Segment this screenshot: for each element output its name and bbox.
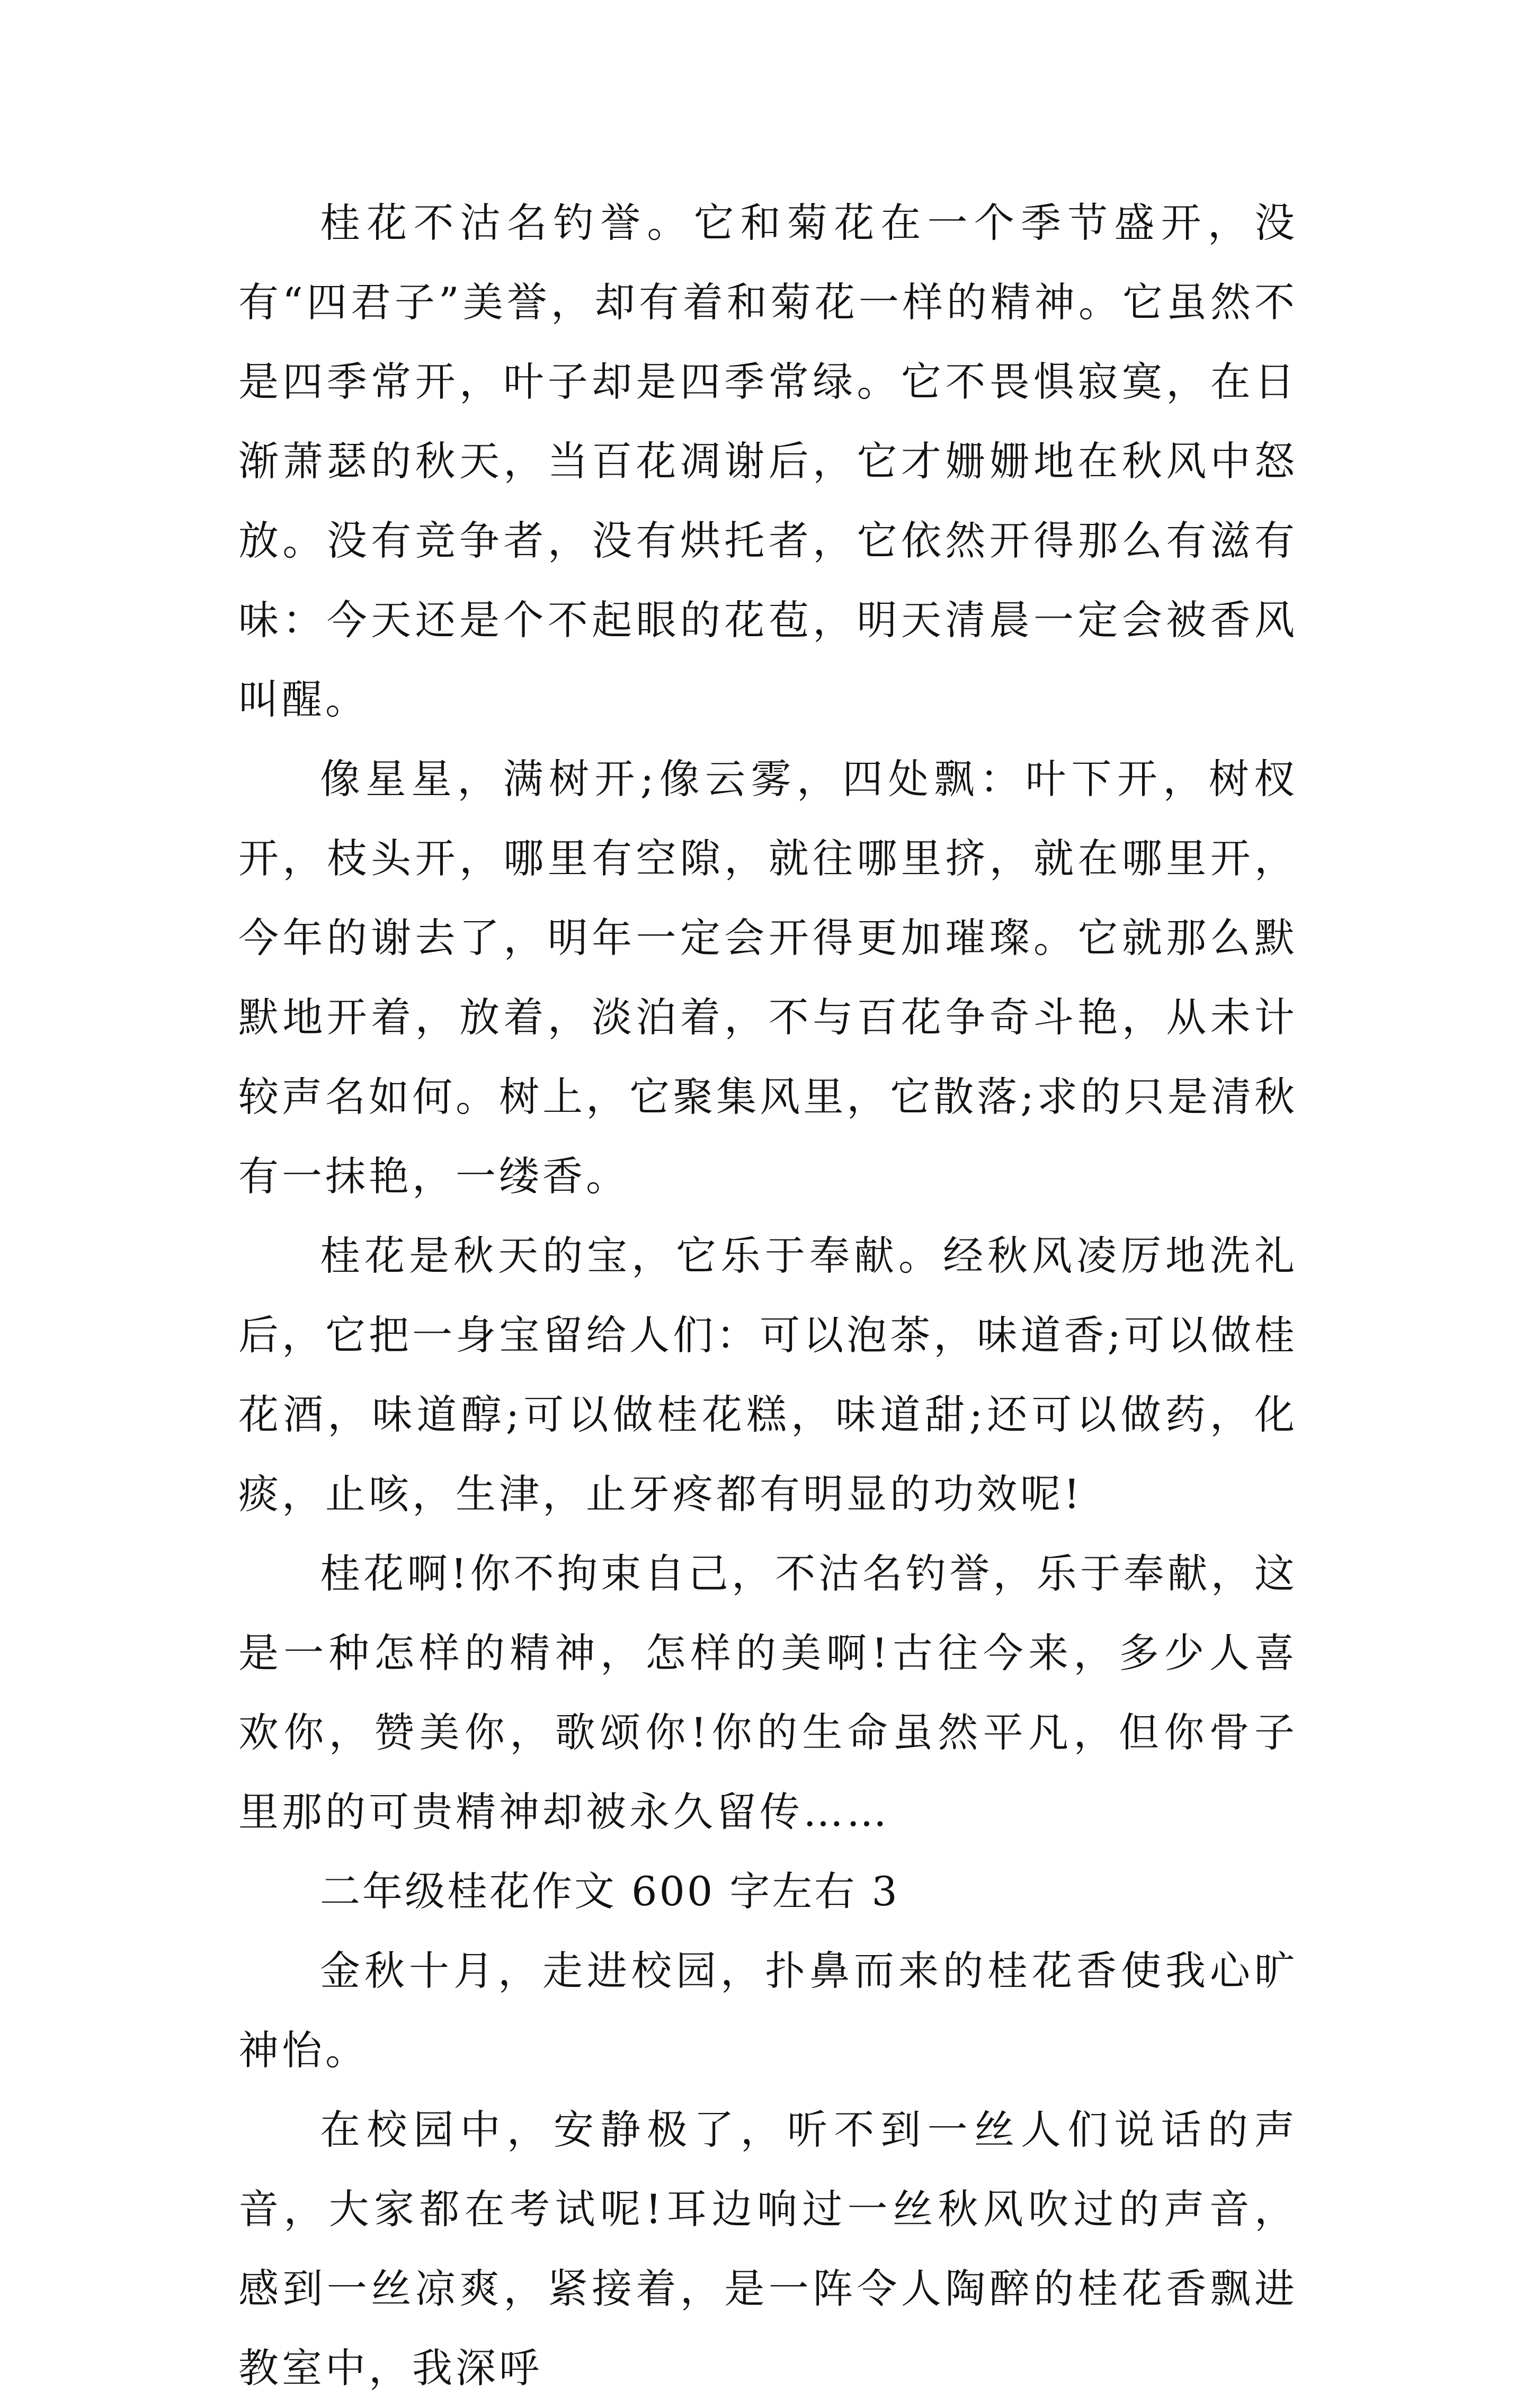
document-body bbox=[238, 183, 1298, 2408]
paragraph: 像星星，满树开;像云雾，四处飘：叶下开，树杈开，枝头开，哪里有空隙，就往哪里挤，就在哪里开，今年的谢去了，明年一定会开得更加璀璨。它就那么默默地开着，放着，淡泊着，不与百花争奇斗艳，从未计较声名如何。树上，它聚集风里，它散落;求的只是清秋有一抹艳，一缕香。 bbox=[238, 755, 1298, 1200]
paragraph: 在校园中，安静极了，听不到一丝人们说话的声音，大家都在考试呢!耳边响过一丝秋风吹过的声音，感到一丝凉爽，紧接着，是一阵令人陶醉的桂花香飘进教室中，我深呼 bbox=[238, 2106, 1298, 2392]
paragraph: 桂花啊!你不拘束自己，不沽名钓誉，乐于奉献，这是一种怎样的精神，怎样的美啊!古往今来，多少人喜欢你，赞美你，歌颂你!你的生命虽然平凡，但你骨子里那的可贵精神却被永久留传…… bbox=[238, 1550, 1298, 1835]
section-heading: 二年级桂花作文 600 字左右 3 bbox=[320, 1868, 899, 1915]
paragraph: 桂花不沽名钓誉。它和菊花在一个季节盛开，没有“四君子”美誉，却有着和菊花一样的精神。它虽然不是四季常开，叶子却是四季常绿。它不畏惧寂寞，在日渐萧瑟的秋天，当百花凋谢后，它才姗姗地在秋风中怒放。没有竞争者，没有烘托者，它依然开得那么有滋有味：今天还是个不起眼的花苞，明天清晨一定会被香风叫醒。 bbox=[238, 199, 1298, 723]
paragraph: 桂花是秋天的宝，它乐于奉献。经秋风凌厉地洗礼后，它把一身宝留给人们：可以泡茶，味道香;可以做桂花酒，味道醇;可以做桂花糕，味道甜;还可以做药，化痰，止咳，生津，止牙疼都有明显的功效呢! bbox=[238, 1232, 1298, 1518]
paragraph: 金秋十月，走进校园，扑鼻而来的桂花香使我心旷神怡。 bbox=[238, 1947, 1298, 2074]
